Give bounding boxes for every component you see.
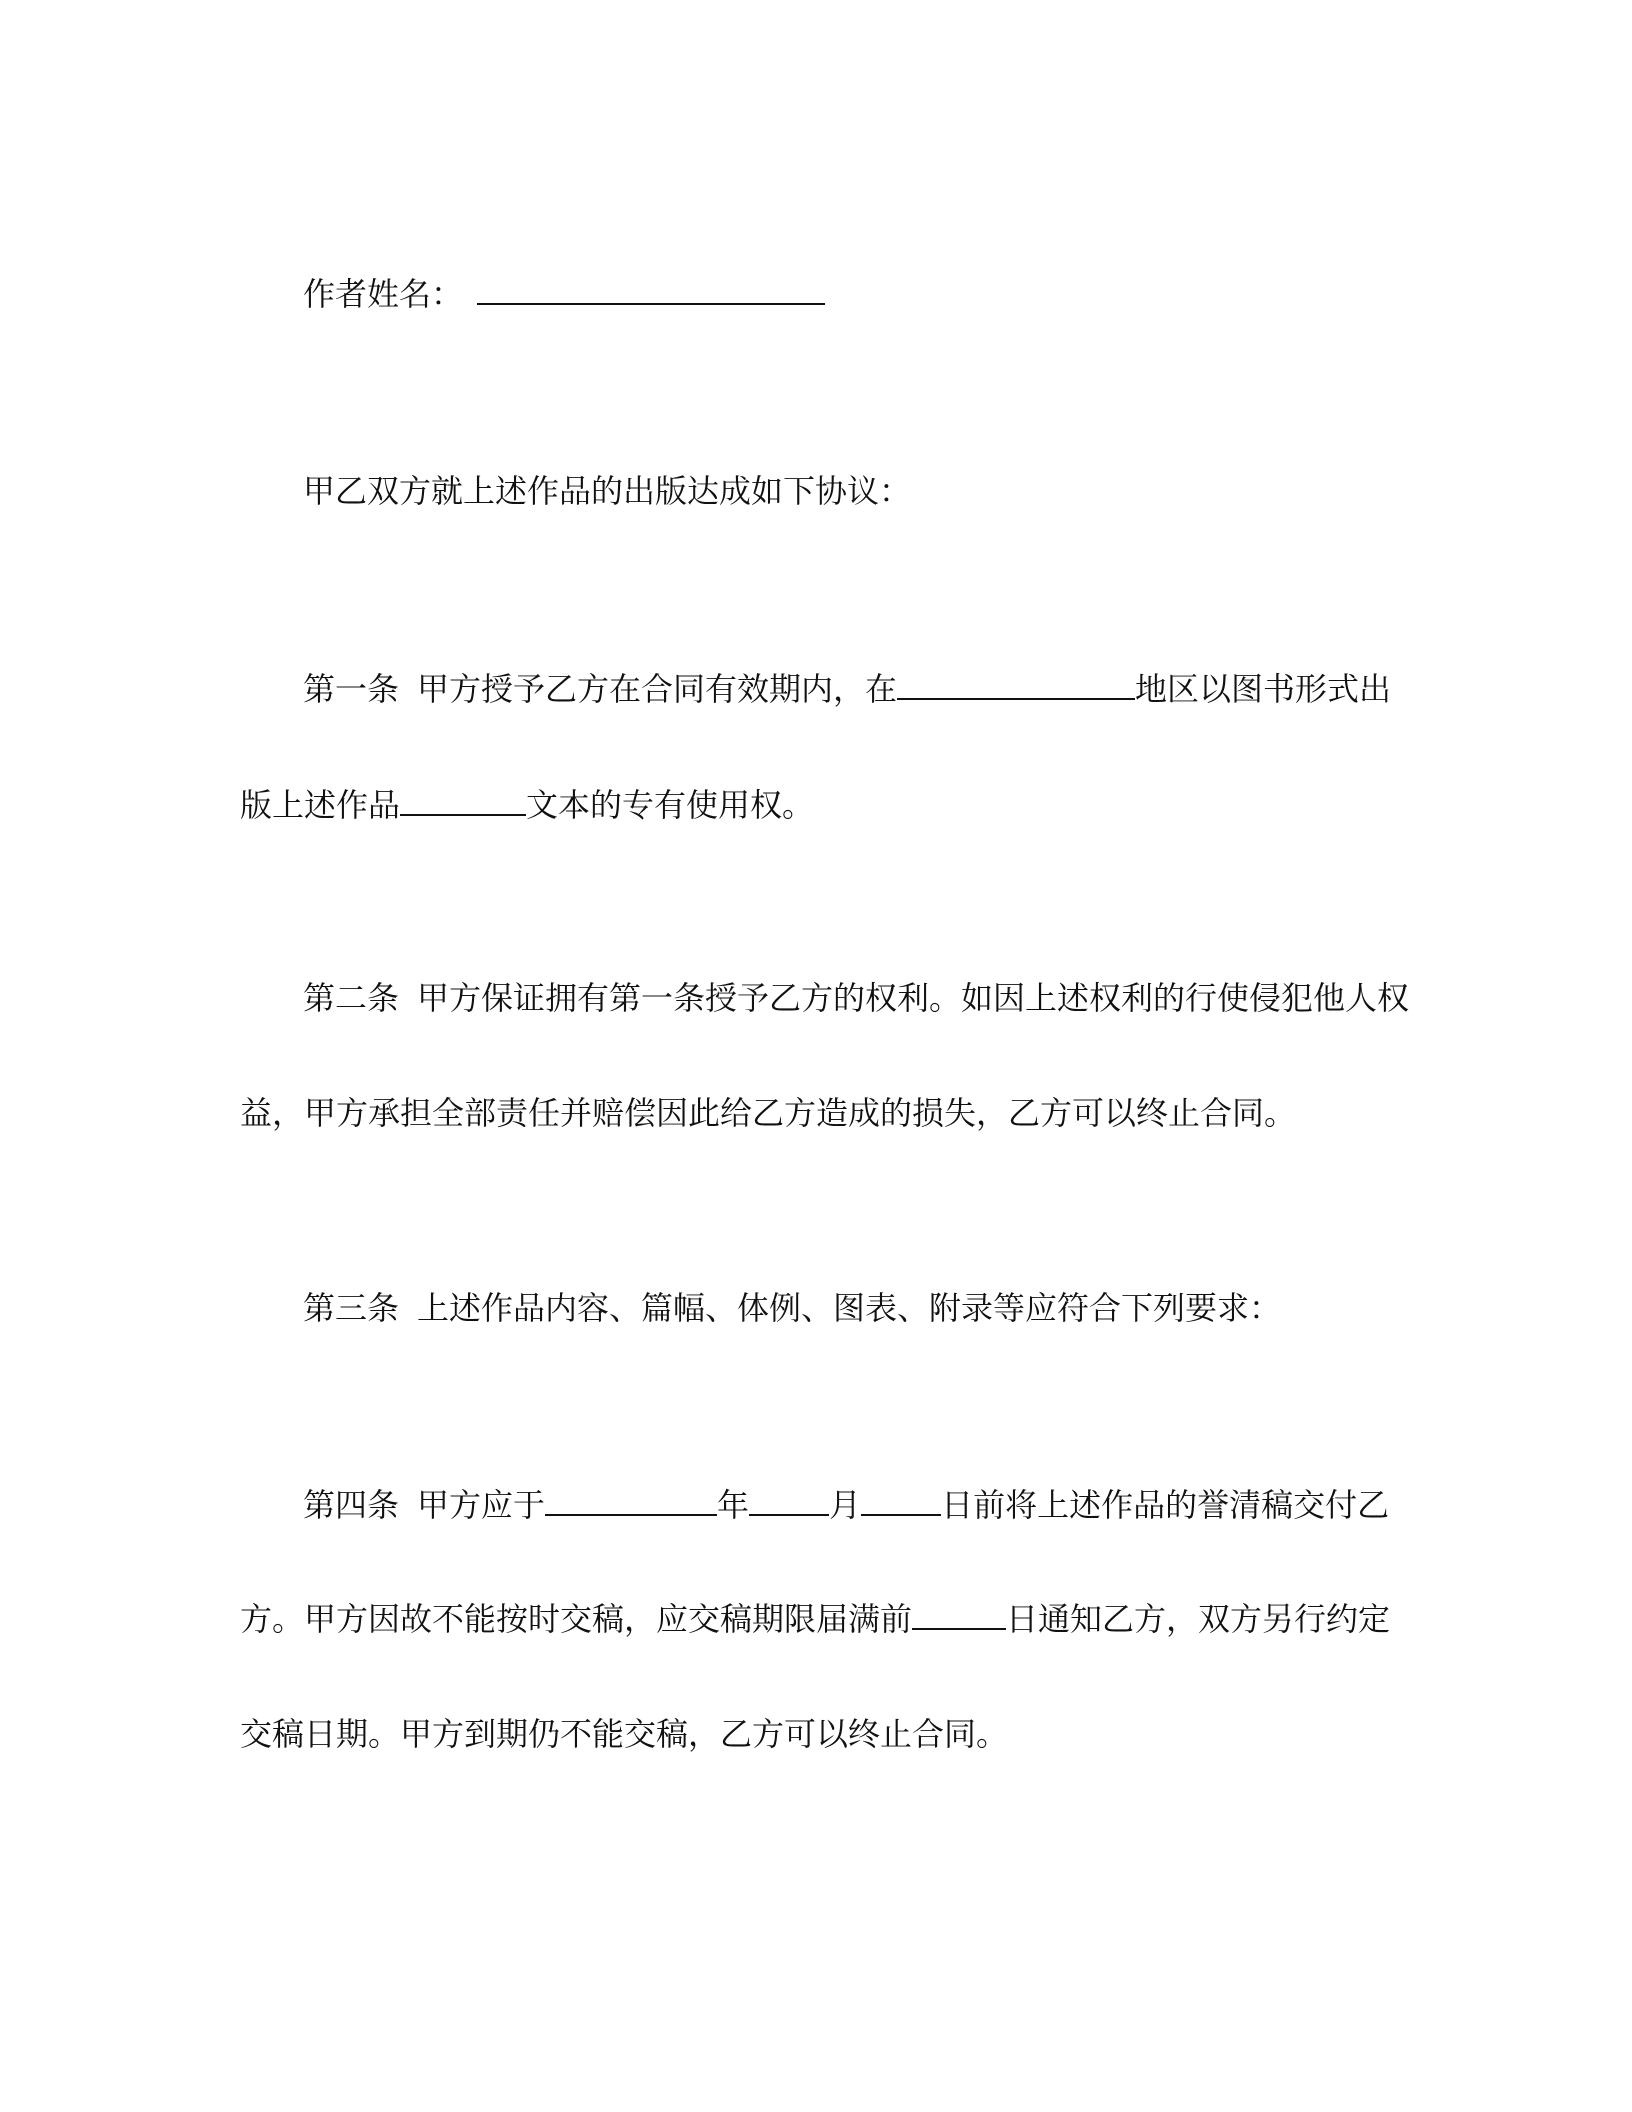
article1-number: 第一条 [303, 670, 400, 708]
article1-line1 [303, 667, 1391, 711]
intro-sentence: 甲乙双方就上述作品的出版达成如下协议： [303, 472, 912, 510]
article1-text-b: 地区以图书形式出 [1135, 670, 1392, 708]
article4-month-blank[interactable] [749, 1484, 829, 1516]
article4-notice-days-blank[interactable] [912, 1598, 1006, 1630]
article1-line2 [240, 783, 814, 827]
article4-text-e: 交稿日期。甲方到期仍不能交稿，乙方可以终止合同。 [240, 1715, 1009, 1753]
article2-number: 第二条 [303, 979, 400, 1017]
article4-number: 第四条 [303, 1486, 400, 1524]
article2-line2 [240, 1091, 1296, 1135]
article4-text-b: 日前将上述作品的誉清稿交付乙 [941, 1486, 1390, 1524]
author-name-blank[interactable] [477, 273, 825, 305]
article4-text-c: 方。甲方因故不能按时交稿，应交稿期限届满前 [240, 1600, 913, 1638]
article1-text-d: 文本的专有使用权。 [526, 786, 815, 824]
author-name-row [303, 272, 825, 316]
article4-text-a: 甲方应于 [417, 1486, 546, 1524]
article4-year-blank[interactable] [545, 1484, 717, 1516]
article3-line1 [303, 1286, 1281, 1330]
article2-text-b: 益，甲方承担全部责任并赔偿因此给乙方造成的损失，乙方可以终止合同。 [240, 1094, 1297, 1132]
article1-text-c: 版上述作品 [240, 786, 401, 824]
article4-line3 [240, 1712, 1008, 1756]
article1-region-blank[interactable] [897, 668, 1135, 700]
article4-day-blank[interactable] [861, 1484, 941, 1516]
intro-text [303, 469, 911, 513]
article4-month-label: 月 [829, 1486, 862, 1524]
article4-line2 [240, 1597, 1390, 1641]
article3-text: 上述作品内容、篇幅、体例、图表、附录等应符合下列要求： [417, 1289, 1282, 1327]
article4-line1 [303, 1483, 1389, 1527]
article3-number: 第三条 [303, 1289, 400, 1327]
article1-text-a: 甲方授予乙方在合同有效期内，在 [417, 670, 898, 708]
article1-language-blank[interactable] [400, 784, 526, 816]
article4-text-d: 日通知乙方，双方另行约定 [1006, 1600, 1391, 1638]
article2-line1 [303, 976, 1409, 1020]
article4-year-label: 年 [717, 1486, 750, 1524]
article2-text-a: 甲方保证拥有第一条授予乙方的权利。如因上述权利的行使侵犯他人权 [417, 979, 1410, 1017]
author-name-label: 作者姓名： [303, 275, 464, 313]
